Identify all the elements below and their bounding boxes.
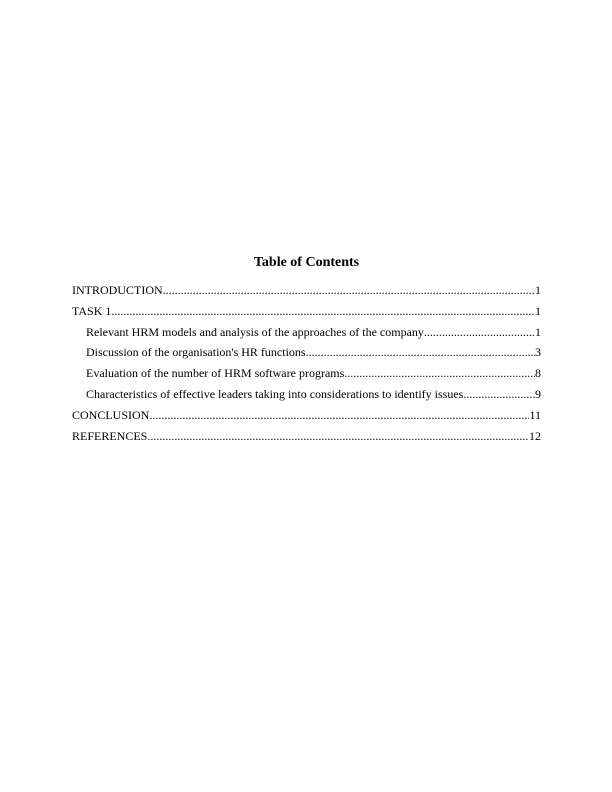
toc-entry-label: Discussion of the organisation's HR functions [86, 345, 306, 360]
toc-entry-page-number: 3 [535, 345, 541, 360]
toc-entry-page-number: 1 [535, 303, 541, 318]
toc-entry-page-number: 9 [535, 386, 541, 401]
toc-dot-leader [163, 283, 535, 297]
toc-entry-page-number: 11 [529, 407, 541, 422]
toc-entry-label: Evaluation of the number of HRM software programs [86, 366, 345, 381]
toc-dot-leader [424, 325, 535, 339]
toc-dot-leader [463, 387, 535, 401]
toc-entry-hrm-models[interactable] [72, 325, 541, 346]
toc-entry-page-number: 12 [529, 428, 541, 443]
toc-dot-leader [149, 408, 529, 422]
toc-entry-conclusion[interactable] [72, 408, 541, 429]
toc-list [72, 283, 541, 449]
toc-dot-leader [306, 345, 535, 359]
toc-entry-label: Characteristics of effective leaders taking into considerations to identify issues [86, 386, 464, 401]
toc-entry-hr-functions[interactable] [72, 345, 541, 366]
table-of-contents [72, 254, 541, 449]
toc-entry-label: REFERENCES [72, 428, 148, 443]
toc-entry-page-number: 1 [535, 283, 541, 297]
toc-entry-effective-leaders[interactable] [72, 387, 541, 408]
toc-entry-task-1[interactable] [72, 304, 541, 325]
toc-dot-leader [344, 366, 535, 380]
toc-entry-hrm-software[interactable] [72, 366, 541, 387]
toc-entry-references[interactable] [72, 429, 541, 450]
toc-entry-label: CONCLUSION [72, 407, 150, 422]
toc-entry-label: INTRODUCTION [72, 283, 163, 297]
toc-dot-leader [147, 429, 529, 443]
toc-entry-label: Relevant HRM models and analysis of the approaches of the company [86, 324, 424, 339]
toc-entry-page-number: 8 [535, 366, 541, 381]
toc-title: Table of Contents [253, 255, 360, 270]
toc-entry-label: TASK 1 [72, 303, 112, 318]
toc-entry-introduction[interactable] [72, 283, 541, 304]
toc-dot-leader [111, 304, 535, 318]
toc-entry-page-number: 1 [535, 324, 541, 339]
